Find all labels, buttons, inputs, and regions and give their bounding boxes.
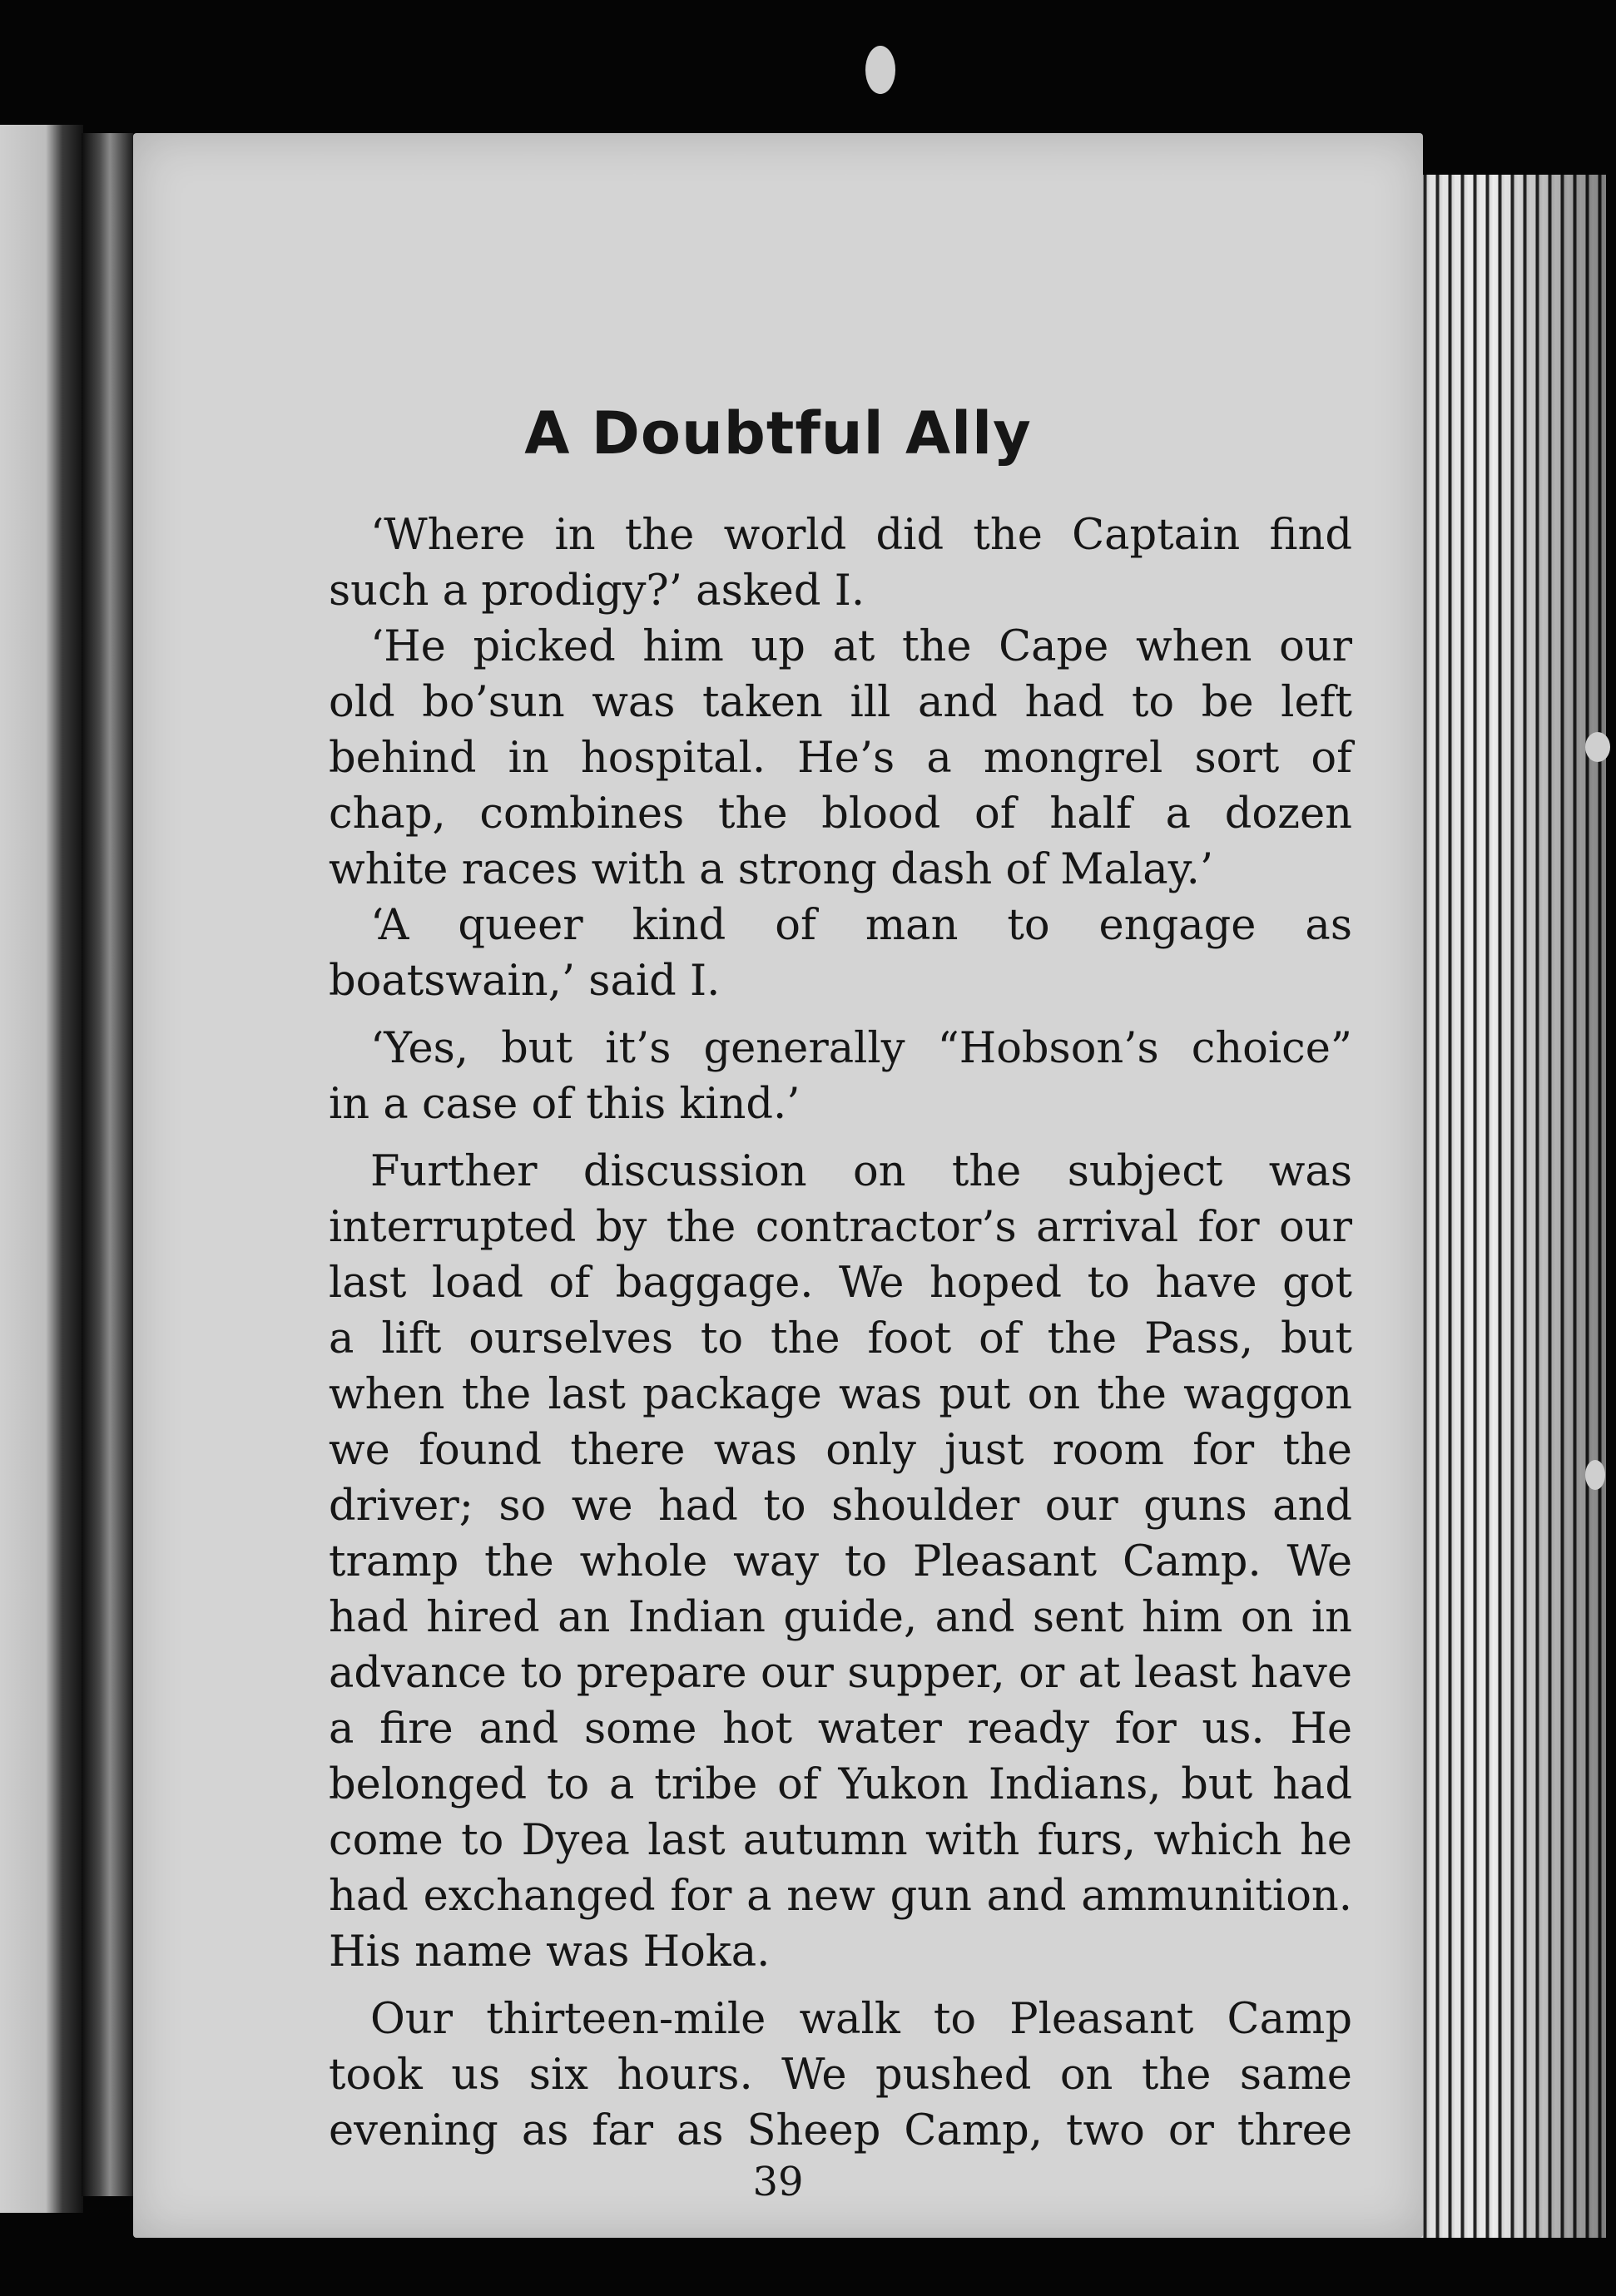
text-line: driver; so we had to shoulder our guns and [329,1482,1352,1531]
text-line: Further discussion on the subject was [370,1147,1352,1196]
text-line: tramp the whole way to Pleasant Camp. We [329,1537,1352,1586]
text-line: old bo’sun was taken ill and had to be left [329,678,1352,727]
text-line: took us six hours. We pushed on the same [329,2051,1352,2100]
paragraph [329,1992,1352,2159]
paragraph [329,619,1352,898]
text-line: when the last package was put on the waggon [329,1370,1352,1419]
text-line: Our thirteen-mile walk to Pleasant Camp [370,1995,1352,2044]
text-line: ‘Where in the world did the Captain find [370,511,1352,560]
text-line: a lift ourselves to the foot of the Pass, but [329,1314,1352,1363]
text-line: boatswain,’ said I. [329,957,721,1006]
paragraph [329,1021,1352,1132]
text-line: we found there was only just room for the [329,1426,1352,1475]
text-line: ‘He picked him up at the Cape when our [370,622,1352,671]
book-spine-shadow [82,133,133,2196]
page-number: 39 [752,2159,804,2205]
film-blemish [1585,1460,1605,1490]
text-line: had hired an Indian guide, and sent him on in [329,1593,1352,1642]
body-text [329,507,1352,2159]
text-line: interrupted by the contractor’s arrival for our [329,1203,1352,1252]
text-line: His name was Hoka. [329,1927,771,1977]
paragraph [329,898,1352,1009]
book-page [133,133,1423,2238]
chapter-title: A Doubtful Ally [524,399,1032,468]
paragraph [329,1144,1352,1980]
text-line: behind in hospital. He’s a mongrel sort of [329,734,1352,783]
text-line: white races with a strong dash of Malay.’ [329,845,1214,894]
film-blemish [1585,732,1610,762]
text-line: evening as far as Sheep Camp, two or three [329,2106,1352,2155]
text-line: a fire and some hot water ready for us. He [329,1705,1352,1754]
left-page-edge [0,125,83,2213]
text-line: in a case of this kind.’ [329,1080,801,1129]
text-line: such a prodigy?’ asked I. [329,567,865,616]
page-edges-shadow [1419,175,1606,2238]
text-line: had exchanged for a new gun and ammunition. [329,1872,1352,1921]
text-line: ‘A queer kind of man to engage as [370,901,1352,950]
text-line: last load of baggage. We hoped to have got [329,1259,1352,1308]
paragraph [329,507,1352,619]
text-line: belonged to a tribe of Yukon Indians, but had [329,1760,1352,1809]
text-line: chap, combines the blood of half a dozen [329,789,1352,839]
text-line: ‘Yes, but it’s generally “Hobson’s choice” [370,1024,1352,1073]
text-line: advance to prepare our supper, or at least have [329,1649,1352,1698]
text-line: come to Dyea last autumn with furs, which he [329,1816,1352,1865]
film-blemish [865,46,895,94]
